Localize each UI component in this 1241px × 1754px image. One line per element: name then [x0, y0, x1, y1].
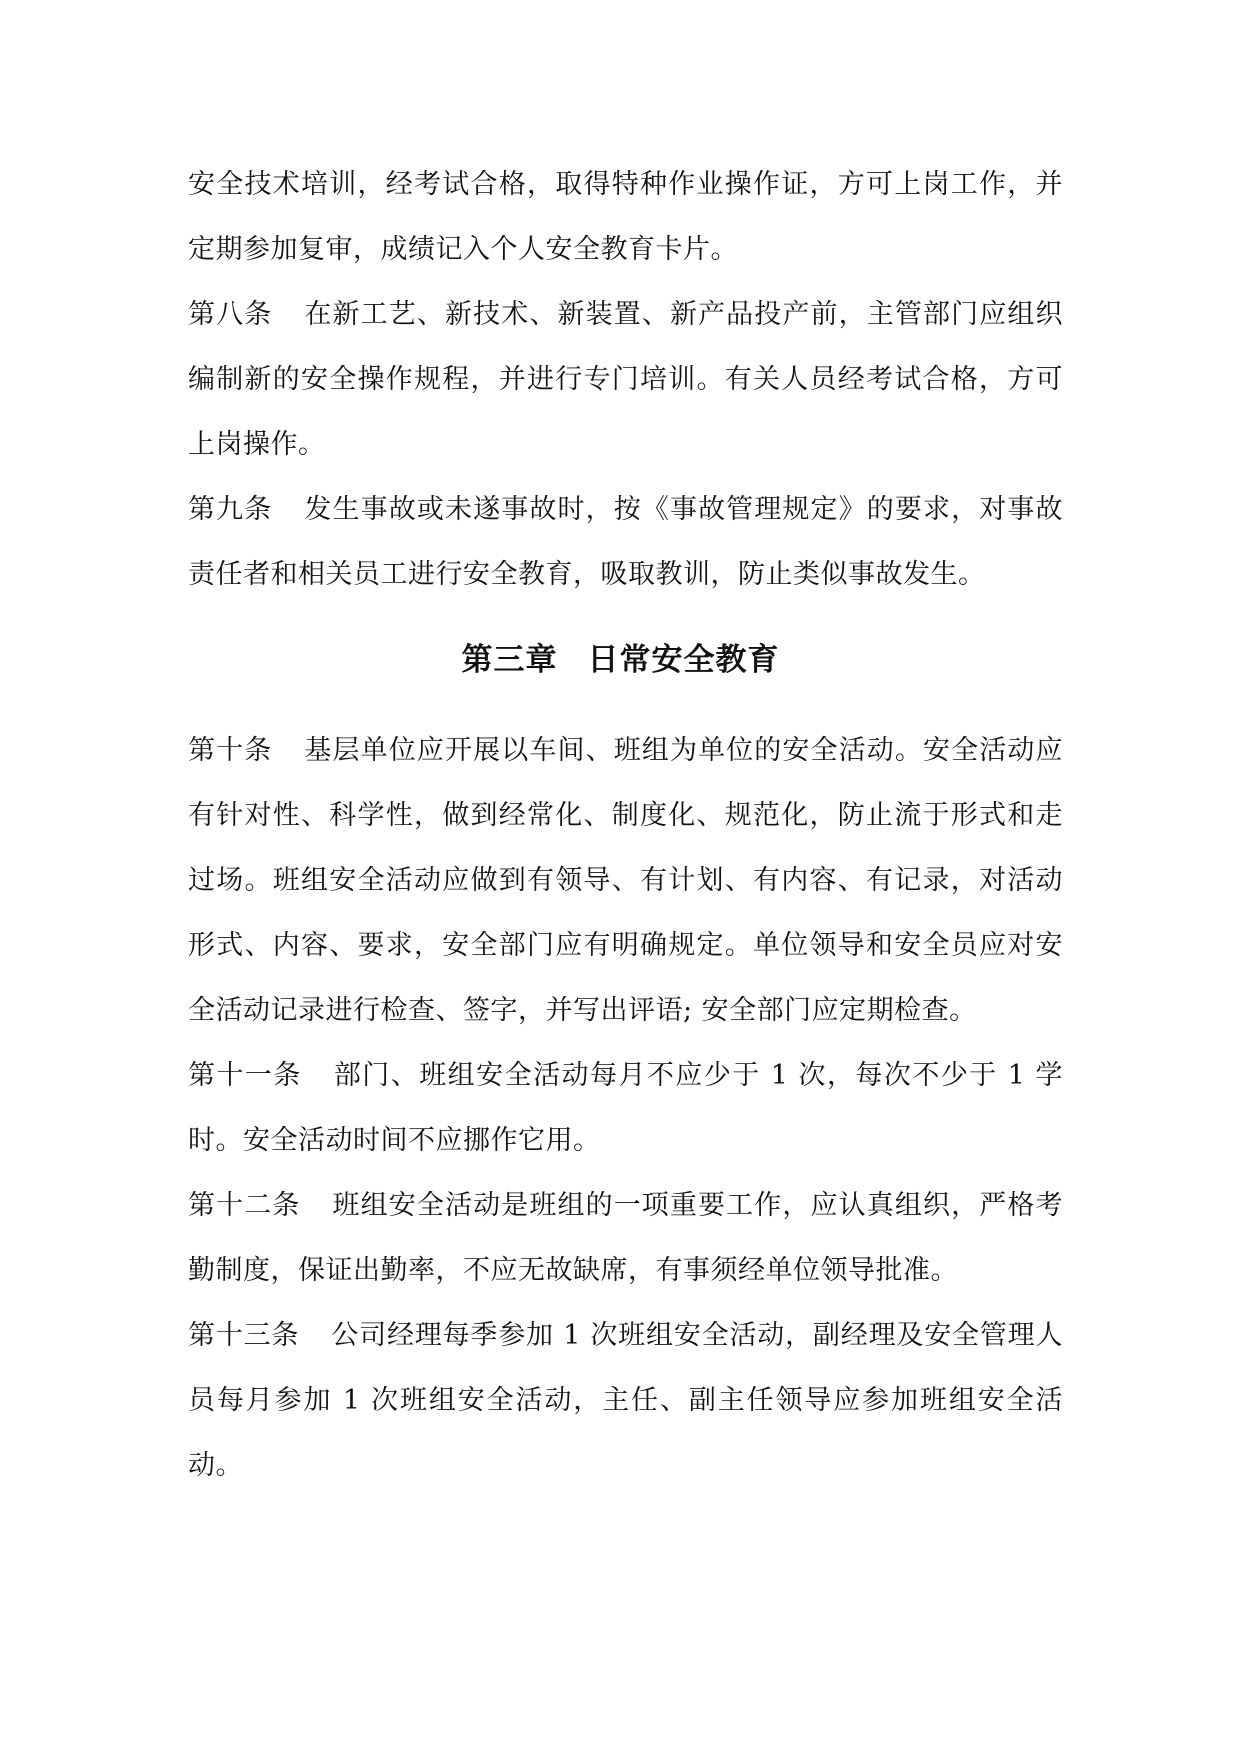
article-number: 第十三条 [188, 1320, 300, 1351]
chapter-title: 日常安全教育 [587, 642, 780, 678]
section-after-chapter [188, 718, 1063, 1498]
article-text: 在新工艺、新技术、新装置、新产品投产前，主管部门应组织编制新的安全操作规程，并进行专门培训。有关人员经考试合格，方可上岗操作。 [188, 299, 1064, 460]
article-number: 第九条 [188, 494, 273, 525]
article-number: 第十一条 [188, 1060, 302, 1091]
continuation-paragraph: 安全技术培训，经考试合格，取得特种作业操作证，方可上岗工作，并定期参加复审，成绩记入个人安全教育卡片。 [188, 169, 1063, 265]
article-text: 基层单位应开展以车间、班组为单位的安全活动。安全活动应有针对性、科学性，做到经常化、制度化、规范化，防止流于形式和走过场。班组安全活动应做到有领导、有计划、有内容、有记录，对活动形式、内容、要求，安全部门应有明确规定。单位领导和安全员应对安全活动记录进行检查、签字，并写出评语; 安全部门应定期检查。 [188, 735, 1064, 1026]
article-number: 第八条 [188, 299, 273, 330]
section-before-chapter [188, 152, 1063, 607]
chapter-number: 第三章 [461, 642, 558, 678]
article-text: 班组安全活动是班组的一项重要工作，应认真组织，严格考勤制度，保证出勤率，不应无故缺席，有事须经单位领导批准。 [188, 1190, 1064, 1286]
article-number: 第十二条 [188, 1190, 301, 1221]
chapter-heading [0, 630, 1241, 690]
article-number: 第十条 [188, 735, 273, 766]
article-9 [188, 477, 1063, 607]
article-10 [188, 718, 1063, 1043]
article-11 [188, 1043, 1063, 1173]
article-8 [188, 282, 1063, 477]
article-text: 发生事故或未遂事故时，按《事故管理规定》的要求，对事故责任者和相关员工进行安全教育，吸取教训，防止类似事故发生。 [188, 494, 1064, 590]
article-text: 公司经理每季参加 1 次班组安全活动，副经理及安全管理人员每月参加 1 次班组安全活动，主任、副主任领导应参加班组安全活动。 [188, 1320, 1064, 1481]
article-12 [188, 1173, 1063, 1303]
article-13 [188, 1303, 1063, 1498]
article-text: 部门、班组安全活动每月不应少于 1 次，每次不少于 1 学时。安全活动时间不应挪作它用。 [188, 1060, 1064, 1156]
